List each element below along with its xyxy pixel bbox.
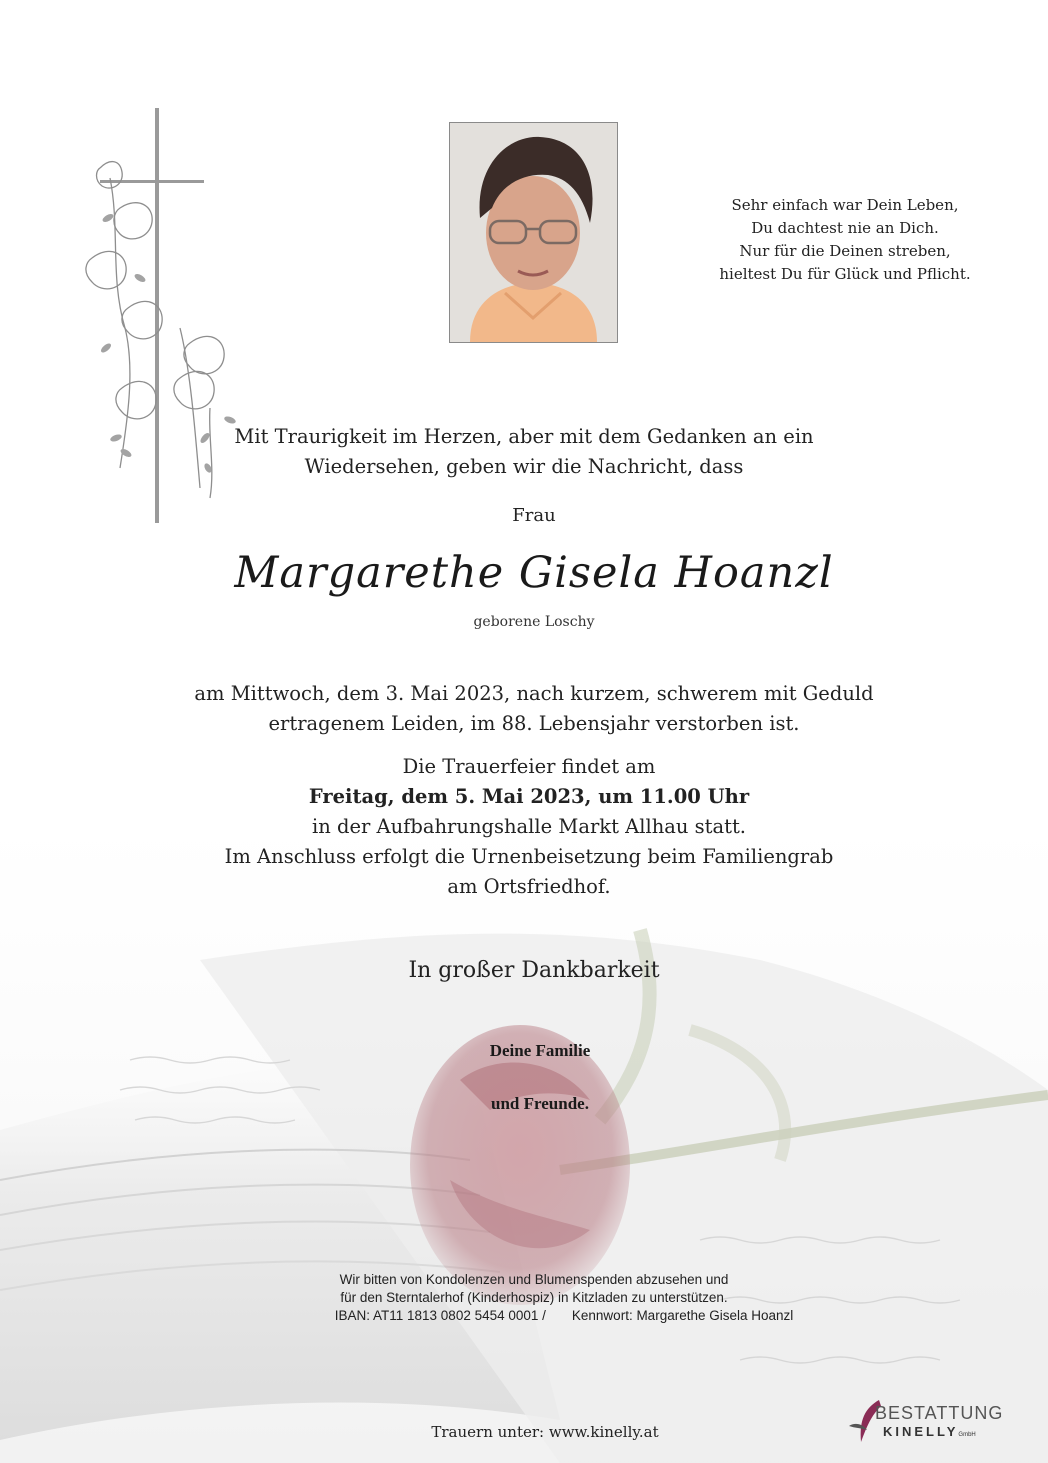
salutation: Frau bbox=[512, 505, 556, 526]
logo-suffix: GmbH bbox=[958, 1432, 976, 1438]
donation-keyword: Kennwort: Margarethe Gisela Hoanzl bbox=[571, 1308, 794, 1323]
portrait-photo bbox=[449, 122, 618, 343]
funeral-info bbox=[0, 752, 1048, 902]
logo-subtitle bbox=[883, 1424, 976, 1439]
funeral-line: Die Trauerfeier findet am bbox=[402, 755, 656, 778]
death-line: ertragenem Leiden, im 88. Lebensjahr verstorben ist. bbox=[268, 712, 800, 735]
condolence-website-link[interactable]: Trauern unter: www.kinelly.at bbox=[431, 1423, 659, 1441]
birth-name: geborene Loschy bbox=[473, 614, 595, 630]
thanks-heading: In großer Dankbarkeit bbox=[408, 958, 660, 983]
poem-line: hieltest Du für Glück und Pflicht. bbox=[719, 265, 971, 283]
donation-line: Wir bitten von Kondolenzen und Blumenspenden abzusehen und bbox=[339, 1272, 729, 1287]
funeral-line: Im Anschluss erfolgt die Urnenbeisetzung beim Familiengrab bbox=[224, 845, 834, 868]
funeral-line: in der Aufbahrungshalle Markt Allhau statt. bbox=[312, 815, 746, 838]
deceased-name: Margarethe Gisela Hoanzl bbox=[234, 548, 834, 598]
poem-line: Sehr einfach war Dein Leben, bbox=[731, 196, 959, 214]
death-notice bbox=[0, 679, 1048, 739]
logo-title: BESTATTUNG bbox=[875, 1403, 1004, 1423]
intro-text bbox=[0, 422, 1048, 482]
logo-company-name: KINELLY bbox=[883, 1424, 959, 1439]
poem-line: Du dachtest nie an Dich. bbox=[751, 219, 939, 237]
donation-line: für den Sterntalerhof (Kinderhospiz) in Kitzladen zu unterstützen. bbox=[340, 1290, 728, 1305]
family-label: Deine Familie bbox=[489, 1041, 591, 1060]
funeral-date: Freitag, dem 5. Mai 2023, um 11.00 Uhr bbox=[308, 785, 750, 808]
funeral-home-logo bbox=[845, 1396, 1005, 1446]
friends-label: und Freunde. bbox=[491, 1094, 589, 1113]
funeral-line: am Ortsfriedhof. bbox=[447, 875, 611, 898]
death-line: am Mittwoch, dem 3. Mai 2023, nach kurzem, schwerem mit Geduld bbox=[194, 682, 874, 705]
intro-line: Mit Traurigkeit im Herzen, aber mit dem Gedanken an ein bbox=[234, 425, 814, 448]
mourners-signature bbox=[0, 1041, 1048, 1147]
iban-number: IBAN: AT11 1813 0802 5454 0001 / bbox=[334, 1308, 546, 1323]
bank-details bbox=[60, 1307, 1048, 1325]
donation-request bbox=[0, 1271, 1048, 1325]
poem-line: Nur für die Deinen streben, bbox=[739, 242, 951, 260]
poem bbox=[700, 194, 990, 286]
intro-line: Wiedersehen, geben wir die Nachricht, dass bbox=[304, 455, 744, 478]
